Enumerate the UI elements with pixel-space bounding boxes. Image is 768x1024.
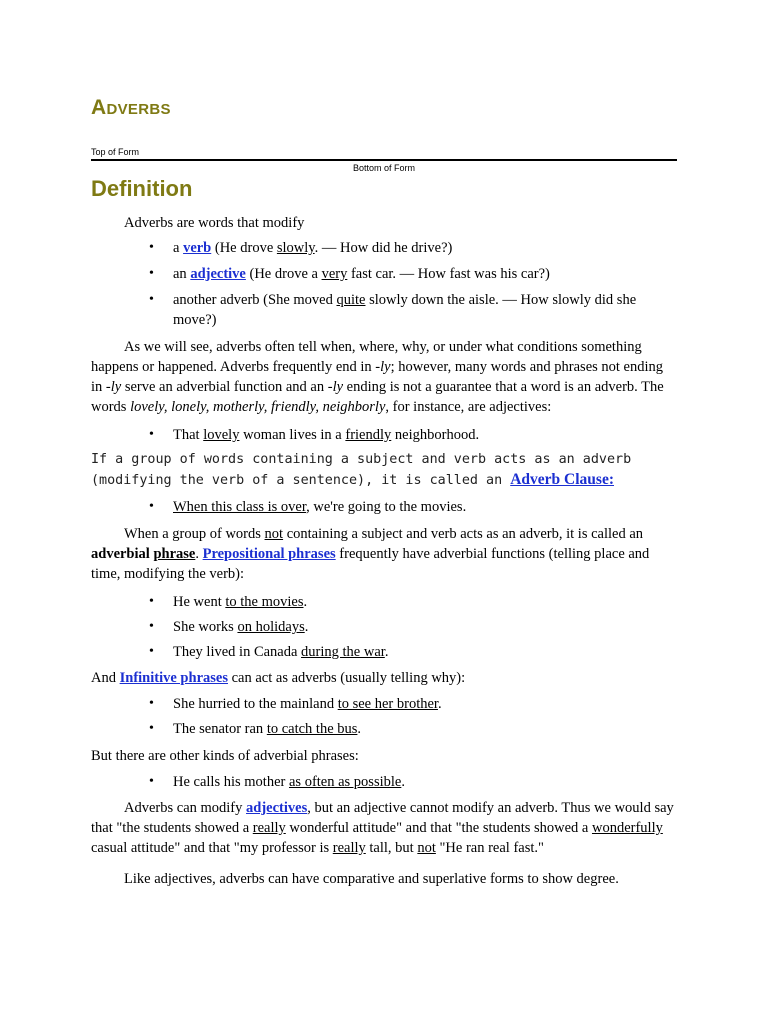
- list-item: • He went to the movies.: [173, 592, 673, 612]
- list-item: • another adverb (She moved quite slowly down the aisle. — How slowly did she move?): [173, 290, 673, 330]
- paragraph-adverbial-phrase: When a group of words not containing a subject and verb acts as an adverb, it is called an adverbial phrase. Prepositional phrases frequently have adverbial functions (telling place and time, modifying the verb):: [91, 526, 650, 582]
- paragraph-adverb-endings: As we will see, adverbs often tell when, where, why, or under what conditions something happens or happened. Adverbs frequently end in -ly; however, many words and phrases not ending in -ly serve an adverbial function and an -ly ending is not a guarantee that a word is an adverb. The words lovely, lonely, motherly, friendly, neighborly, for instance, are adjectives:: [91, 339, 664, 415]
- adjectives-link[interactable]: adjectives: [246, 800, 308, 816]
- paragraph-infinitive: And Infinitive phrases can act as adverbs (usually telling why):: [91, 670, 466, 686]
- list-item: • She hurried to the mainland to see her brother.: [173, 694, 673, 714]
- adjective-link[interactable]: adjective: [190, 266, 246, 282]
- adverb-clause-link[interactable]: Adverb Clause:: [510, 471, 614, 488]
- prepositional-phrases-link[interactable]: Prepositional phrases: [202, 546, 336, 562]
- bottom-of-form-label: Bottom of Form: [352, 163, 415, 173]
- list-item: • When this class is over, we're going to the movies.: [173, 497, 673, 517]
- list-item: • She works on holidays.: [173, 617, 673, 637]
- paragraph-other-phrases: But there are other kinds of adverbial phrases:: [91, 748, 359, 764]
- list-item: • That lovely woman lives in a friendly neighborhood.: [173, 425, 673, 445]
- adverb-clause-paragraph: If a group of words containing a subject and verb acts as an adverb (modifying the verb of a sentence), it is called an Adverb Clause:: [91, 452, 632, 488]
- list-item: • They lived in Canada during the war.: [173, 642, 673, 662]
- list-item: • an adjective (He drove a very fast car. — How fast was his car?): [173, 264, 673, 284]
- paragraph-modify: Adverbs can modify adjectives, but an adjective cannot modify an adverb. Thus we would say that "the students showed a really wonderful attitude" and that "the students showed a wonderfully casual attitude" and that "my professor is really tall, but not "He ran real fast.": [91, 800, 674, 856]
- list-item: • The senator ran to catch the bus.: [173, 719, 673, 739]
- definition-intro: Adverbs are words that modify: [124, 215, 305, 231]
- top-of-form-label: Top of Form: [91, 147, 677, 161]
- verb-link[interactable]: verb: [183, 240, 212, 256]
- infinitive-phrases-link[interactable]: Infinitive phrases: [119, 670, 228, 686]
- paragraph-comparative: Like adjectives, adverbs can have comparative and superlative forms to show degree.: [124, 871, 619, 887]
- list-item: • He calls his mother as often as possible.: [173, 772, 673, 792]
- definition-heading: Definition: [91, 176, 193, 201]
- list-item: • a verb (He drove slowly. — How did he drive?): [173, 238, 673, 258]
- page-title: Adverbs: [91, 96, 171, 119]
